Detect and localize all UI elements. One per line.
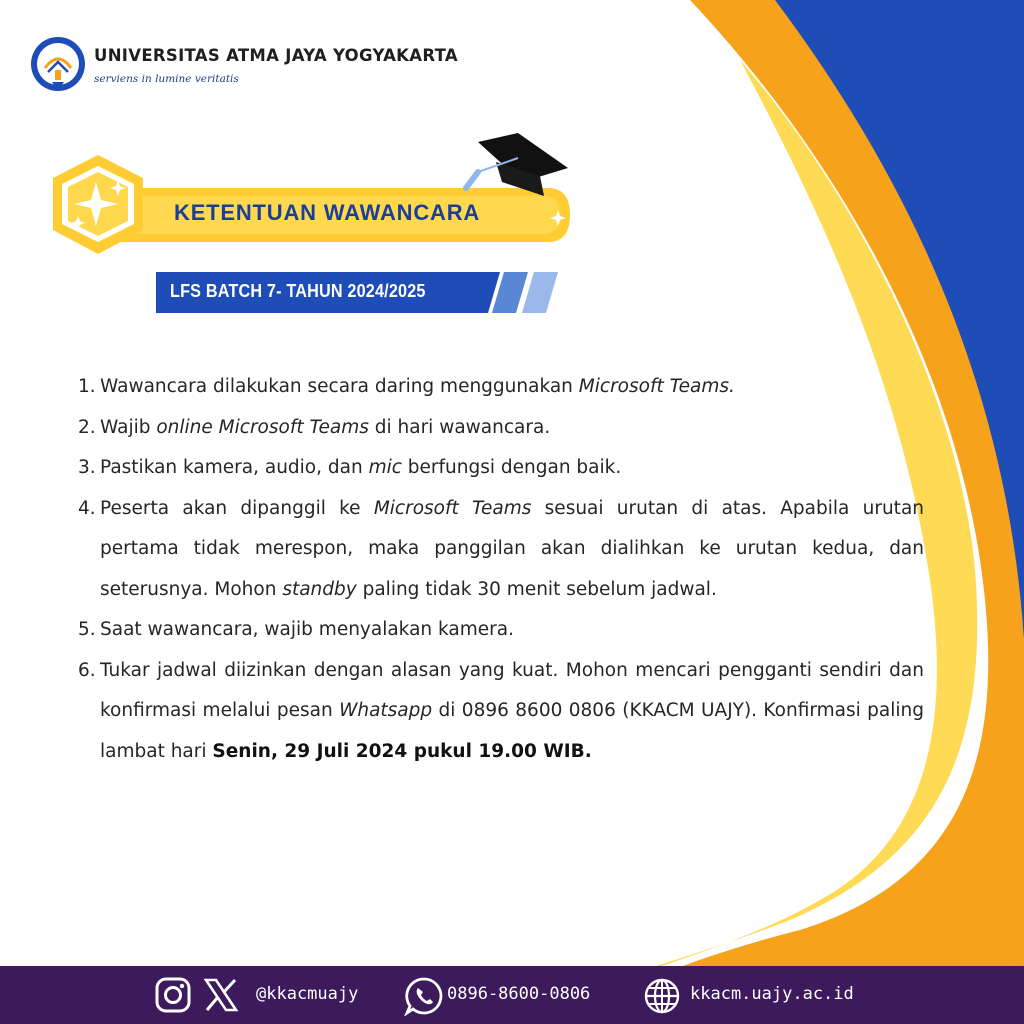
x-icon[interactable] (202, 976, 240, 1014)
rule-item (78, 408, 924, 449)
rule-number: 2. (78, 416, 96, 438)
rule-text-part: Tukar jadwal diizinkan dengan alasan yang kuat. Mohon mencari pengganti sendiri dan konfirmasi melalui pesan (100, 659, 924, 721)
rule-number: 5. (78, 619, 96, 640)
rule-text-part: Senin, 29 Juli 2024 pukul 19.00 WIB. (212, 740, 592, 762)
rule-text (100, 651, 924, 773)
page-subtitle: LFS BATCH 7- TAHUN 2024/2025 (170, 281, 426, 301)
rule-item (78, 651, 924, 773)
rule-number: 3. (78, 457, 96, 478)
header (28, 36, 508, 98)
rule-item (78, 367, 924, 408)
instagram-icon[interactable] (154, 976, 192, 1014)
university-motto: serviens in lumine veritatis (94, 73, 239, 85)
rule-number: 4. (78, 497, 96, 519)
rule-number: 6. (78, 659, 96, 681)
rule-text-part: Whatsapp (339, 700, 433, 721)
rule-text-part: Microsoft Teams (373, 497, 532, 519)
rule-text (100, 489, 924, 611)
graduation-cap-icon (466, 133, 568, 196)
university-name: UNIVERSITAS ATMA JAYA YOGYAKARTA (94, 46, 458, 65)
rule-text-part: Wawancara dilakukan secara daring menggunakan (100, 376, 579, 397)
rule-text (100, 408, 924, 449)
rule-text-part: berfungsi dengan baik. (401, 457, 622, 478)
rule-text-part: di 0896 8600 0806 (KKACM UAJY). Konfirmasi paling lambat hari (100, 700, 924, 762)
rule-text-part: di hari wawancara. (368, 416, 551, 438)
rule-text-part: Pastikan kamera, audio, dan (100, 457, 369, 478)
rule-item (78, 448, 924, 489)
rule-text-part: sesuai urutan di atas. Apabila urutan pertama tidak merespon, maka panggilan akan dialihkan ke urutan kedua, dan seterusnya. Mohon (100, 497, 925, 600)
rule-text-part: standby (282, 578, 357, 600)
title-block (48, 130, 578, 330)
globe-icon[interactable] (642, 976, 682, 1016)
rule-number: 1. (78, 376, 96, 397)
social-handle[interactable]: @kkacmuajy (256, 984, 359, 1004)
rule-text-part: Wajib (100, 416, 157, 438)
rule-text-part: Saat wawancara, wajib menyalakan kamera. (100, 619, 514, 640)
rule-text-part: Peserta akan dipanggil ke (100, 497, 374, 519)
university-logo (28, 36, 88, 96)
rule-text-part: Microsoft Teams. (578, 376, 735, 397)
rules-list (78, 367, 924, 772)
rule-item (78, 489, 924, 611)
rule-text-part: online Microsoft Teams (156, 416, 369, 438)
footer (0, 966, 1024, 1024)
page-title: KETENTUAN WAWANCARA (174, 200, 481, 225)
website-link[interactable]: kkacm.uajy.ac.id (690, 984, 854, 1004)
rule-text (100, 448, 924, 489)
rule-text-part: mic (368, 457, 402, 478)
rule-item (78, 610, 924, 651)
rule-text (100, 610, 924, 651)
rule-text-part: paling tidak 30 menit sebelum jadwal. (356, 578, 717, 600)
rule-text (100, 367, 924, 408)
whatsapp-icon[interactable] (404, 976, 444, 1016)
phone-number[interactable]: 0896-8600-0806 (447, 984, 591, 1004)
